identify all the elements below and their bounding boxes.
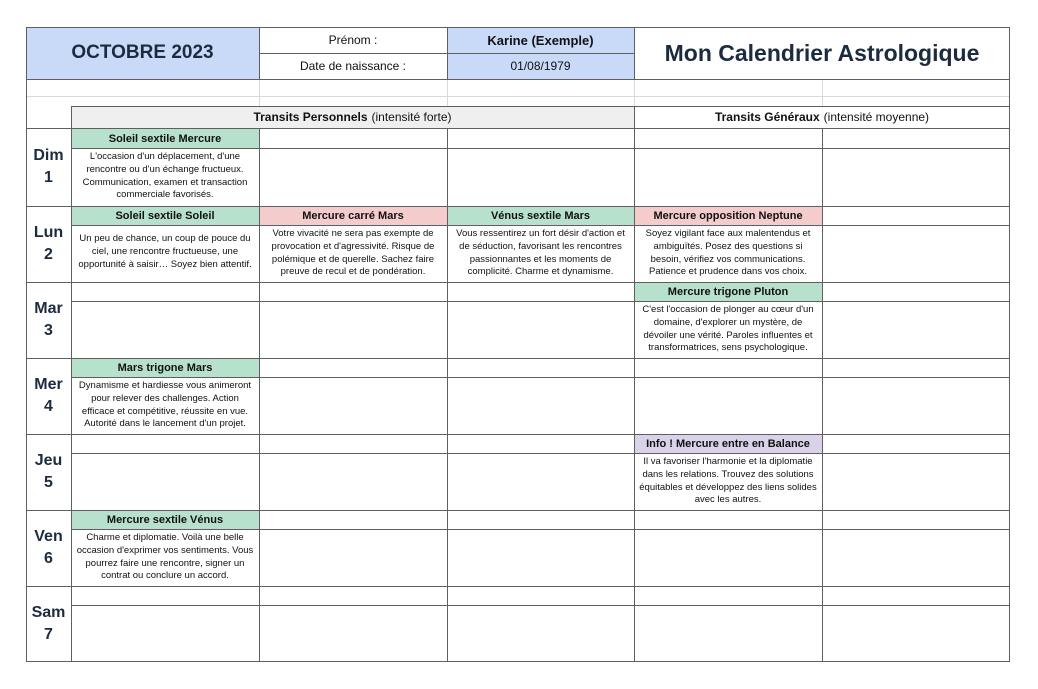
transit-title: Mercure trigone Pluton <box>634 282 822 301</box>
transit-title: Mercure sextile Vénus <box>71 510 259 529</box>
transit-title: Mercure opposition Neptune <box>634 206 822 225</box>
month-title: OCTOBRE 2023 <box>26 27 259 79</box>
transit-title: Info ! Mercure entre en Balance <box>634 434 822 453</box>
section-personal-title: Transits Personnels <box>253 110 368 124</box>
transit-description: Soyez vigilant face aux malentendus et ambiguïtés. Posez des questions si besoin, vérifiez vos communications. Patience et prudence dans vos choix. <box>645 228 811 278</box>
birthdate-label: Date de naissance : <box>299 59 407 73</box>
grid-lines <box>26 27 1010 662</box>
transit-description: C'est l'occasion de plonger au cœur d'un domaine, d'explorer un mystère, de dévoiler une vérité. Paroles influentes et transformatrices, sens psychologique. <box>642 304 814 354</box>
transit-description: Un peu de chance, un coup de pouce du ciel, une rencontre fructueuse, une opportunité à saisir… Soyez bien attentif. <box>78 233 252 270</box>
day-name: Ven <box>34 528 63 545</box>
transit-description: Votre vivacité ne sera pas exempte de provocation et d'agressivité. Risque de polémique et de querelle. Sachez faire preuve de recul et de pondération. <box>271 228 435 278</box>
section-general-title: Transits Généraux <box>714 110 820 124</box>
transit-title: Vénus sextile Mars <box>447 206 634 225</box>
transit-title: Mercure carré Mars <box>259 206 447 225</box>
day-name: Jeu <box>34 452 63 469</box>
transit-title: Mars trigone Mars <box>71 358 259 377</box>
firstname-value[interactable]: Karine (Exemple) <box>447 27 634 53</box>
transit-description: Dynamisme et hardiesse vous animeront pour relever des challenges. Action efficace et compétitive, réussite en vue. Autorité dans le lancement d'un projet. <box>78 380 252 430</box>
day-number: 1 <box>44 169 53 186</box>
day-name: Mar <box>34 300 63 317</box>
day-name: Lun <box>33 224 64 241</box>
day-name: Sam <box>31 604 66 621</box>
day-number: 6 <box>44 550 53 567</box>
transit-title: Soleil sextile Mercure <box>71 129 259 148</box>
transit-description: L'occasion d'un déplacement, d'une rencontre ou d'un échange fructueux. Communication, examen et transaction commerciale favorisés. <box>82 151 248 201</box>
transit-description: Il va favoriser l'harmonie et la diplomatie dans les relations. Trouvez des solutions équitables et développez des liens solides avec les autres. <box>639 456 817 506</box>
section-general-intensity: (intensité moyenne) <box>823 110 930 124</box>
section-personal-intensity: (intensité forte) <box>371 110 452 124</box>
day-number: 2 <box>44 246 53 263</box>
day-name: Mer <box>34 376 63 393</box>
day-number: 4 <box>44 398 53 415</box>
calendar-title: Mon Calendrier Astrologique <box>664 39 980 66</box>
birthdate-value[interactable]: 01/08/1979 <box>447 53 634 79</box>
firstname-label: Prénom : <box>328 33 378 47</box>
grid-light-lines <box>26 79 1010 106</box>
day-name: Dim <box>33 147 64 164</box>
day-number: 5 <box>44 474 53 491</box>
transit-title: Soleil sextile Soleil <box>71 206 259 225</box>
day-number: 7 <box>44 626 53 643</box>
day-number: 3 <box>44 322 53 339</box>
transit-description: Charme et diplomatie. Voilà une belle occasion d'exprimer vos sentiments. Vous pourrez faire une rencontre, signer un contrat ou conclure un accord. <box>76 532 254 582</box>
transit-description: Vous ressentirez un fort désir d'action et de séduction, favorisant les rencontres passionnantes et les moments de complicité. Charme et dynamisme. <box>456 228 625 278</box>
